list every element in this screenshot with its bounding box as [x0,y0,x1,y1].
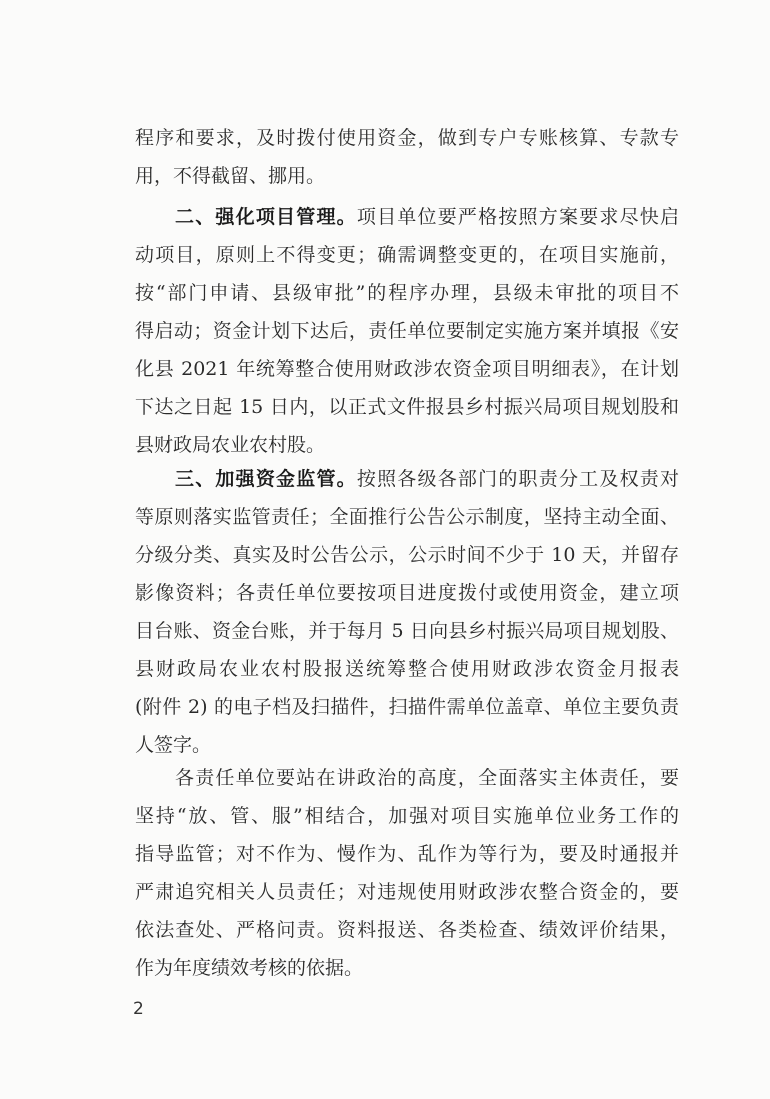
text-line [135,236,679,274]
line-text: 程序和要求，及时拨付使用资金，做到专户专账核算、专款专 [135,127,679,149]
line-text: (附件 2) 的电子档及扫描件，扫描件需单位盖章、单位主要负责 [135,696,679,718]
text-line [135,873,679,911]
text-line [135,388,679,426]
line-text: 按“部门申请、县级审批”的程序办理，县级未审批的项目不 [135,282,679,304]
text-line [135,312,679,350]
line-text: 坚持“放、管、服”相结合，加强对项目实施单位业务工作的 [135,805,679,827]
line-text: 得启动；资金计划下达后，责任单位要制定实施方案并填报《安 [135,320,679,342]
text-line [135,650,679,688]
text-line [135,460,679,498]
text-line [135,688,679,726]
paragraph [135,460,679,764]
line-text: 各责任单位要站在讲政治的高度，全面落实主体责任，要 [175,767,679,789]
line-text: 动项目，原则上不得变更；确需调整变更的，在项目实施前， [135,244,679,266]
section-heading: 二、强化项目管理。 [175,206,357,228]
text-line [135,759,679,797]
text-line [135,498,679,536]
text-line [135,157,679,195]
line-text: 用，不得截留、挪用。 [135,165,326,187]
text-line [135,612,679,650]
text-line [135,574,679,612]
line-text: 项目单位要严格按照方案要求尽快启 [356,206,679,228]
text-line [135,119,679,157]
line-text: 等原则落实监管责任；全面推行公告公示制度，坚持主动全面、 [135,506,679,528]
line-text: 作为年度绩效考核的依据。 [135,957,364,979]
text-line [135,274,679,312]
text-line [135,536,679,574]
line-text: 县财政局农业农村股。 [135,434,326,456]
line-text: 分级分类、真实及时公告公示，公示时间不少于 10 天，并留存 [135,544,679,566]
section-heading: 三、加强资金监管。 [175,468,357,490]
paragraph [135,119,679,195]
line-text: 影像资料；各责任单位要按项目进度拨付或使用资金，建立项 [135,582,679,604]
line-text: 严肃追究相关人员责任；对违规使用财政涉农整合资金的，要 [135,881,679,903]
paragraph [135,759,679,987]
text-line [135,797,679,835]
text-line [135,949,679,987]
paragraph [135,198,679,464]
line-text: 化县 2021 年统筹整合使用财政涉农资金项目明细表》，在计划 [135,358,679,380]
line-text: 指导监管；对不作为、慢作为、乱作为等行为，要及时通报并 [135,843,679,865]
text-line [135,198,679,236]
line-text: 下达之日起 15 日内，以正式文件报县乡村振兴局项目规划股和 [135,396,679,418]
line-text: 目台账、资金台账，并于每月 5 日向县乡村振兴局项目规划股、 [135,620,679,642]
line-text: 依法查处、严格问责。资料报送、各类检查、绩效评价结果， [135,919,679,941]
line-text: 人签字。 [135,734,212,756]
line-text: 县财政局农业农村股报送统筹整合使用财政涉农资金月报表 [135,658,679,680]
text-line [135,911,679,949]
text-line [135,835,679,873]
page-number: 2 [133,999,144,1019]
text-line [135,426,679,464]
line-text: 按照各级各部门的职责分工及权责对 [356,468,679,490]
text-line [135,350,679,388]
